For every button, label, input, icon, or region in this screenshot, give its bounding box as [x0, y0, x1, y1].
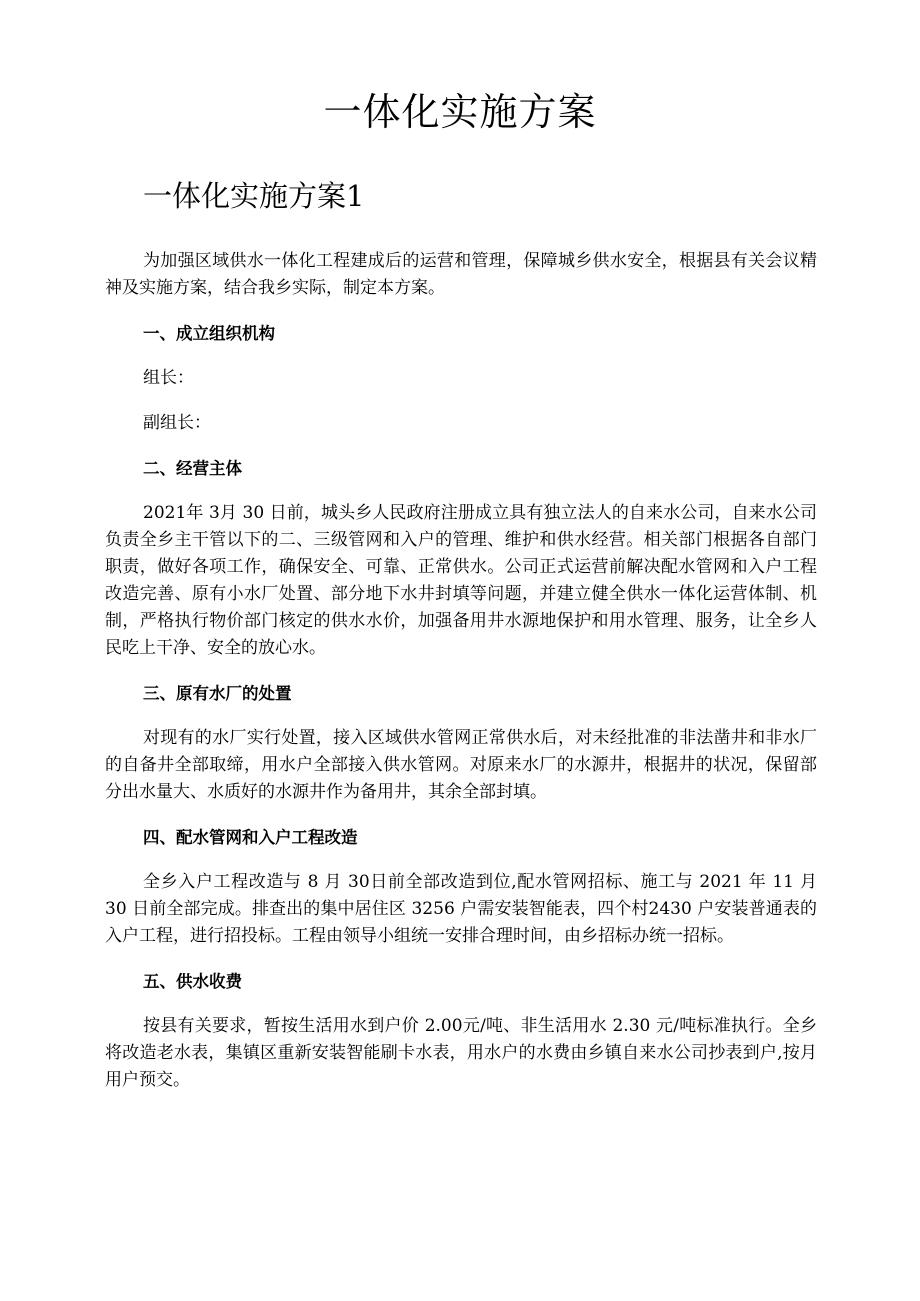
- water-fees-paragraph: 按县有关要求，暂按生活用水到户价 2.00元/吨、非生活用水 2.30 元/吨标准执行。全乡将改造老水表，集镇区重新安装智能刷卡水表，用水户的水费由乡镇自来水公司抄表到户,按月用户预交。: [105, 1016, 817, 1090]
- pipe-network-paragraph: 全乡入户工程改造与 8 月 30日前全部改造到位,配水管网招标、施工与 2021 年 11 月 30 日前全部完成。排查出的集中居住区 3256 户需安装智能表，四个村2430 户安装普通表的入户工程，进行招投标。工程由领导小组统一安排合理时间，由乡招标办统一招标。: [105, 872, 817, 946]
- intro-paragraph: 为加强区域供水一体化工程建成后的运营和管理，保障城乡供水安全，根据县有关会议精神及实施方案，结合我乡实际，制定本方案。: [105, 251, 817, 298]
- document-subtitle: 一体化实施方案1: [143, 179, 365, 213]
- document-body: [105, 248, 817, 1112]
- section-heading-operator: 二、经营主体: [143, 459, 242, 478]
- section-heading-water-fees: 五、供水收费: [143, 972, 242, 991]
- existing-plants-paragraph: 对现有的水厂实行处置，接入区域供水管网正常供水后，对未经批准的非法凿井和非水厂的自备井全部取缔，用水户全部接入供水管网。对原来水厂的水源井，根据井的状况，保留部分出水量大、水质好的水源井作为备用井，其余全部封填。: [105, 728, 817, 802]
- leader-label: 组长：: [143, 368, 194, 388]
- document-title: 一体化实施方案: [323, 90, 597, 134]
- deputy-leader-label: 副组长：: [143, 413, 211, 433]
- section-heading-pipe-network: 四、配水管网和入户工程改造: [143, 828, 358, 847]
- section-heading-organization: 一、成立组织机构: [143, 324, 275, 343]
- section-heading-existing-plants: 三、原有水厂的处置: [143, 684, 292, 703]
- operator-paragraph: 2021年 3月 30 日前，城头乡人民政府注册成立具有独立法人的自来水公司，自来水公司负责全乡主干管以下的二、三级管网和入户的管理、维护和供水经营。相关部门根据各自部门职责，做好各项工作，确保安全、可靠、正常供水。公司正式运营前解决配水管网和入户工程改造完善、原有小水厂处置、部分地下水井封填等问题，并建立健全供水一体化运营体制、机制，严格执行物价部门核定的供水水价，加强备用井水源地保护和用水管理、服务，让全乡人民吃上干净、安全的放心水。: [105, 503, 817, 658]
